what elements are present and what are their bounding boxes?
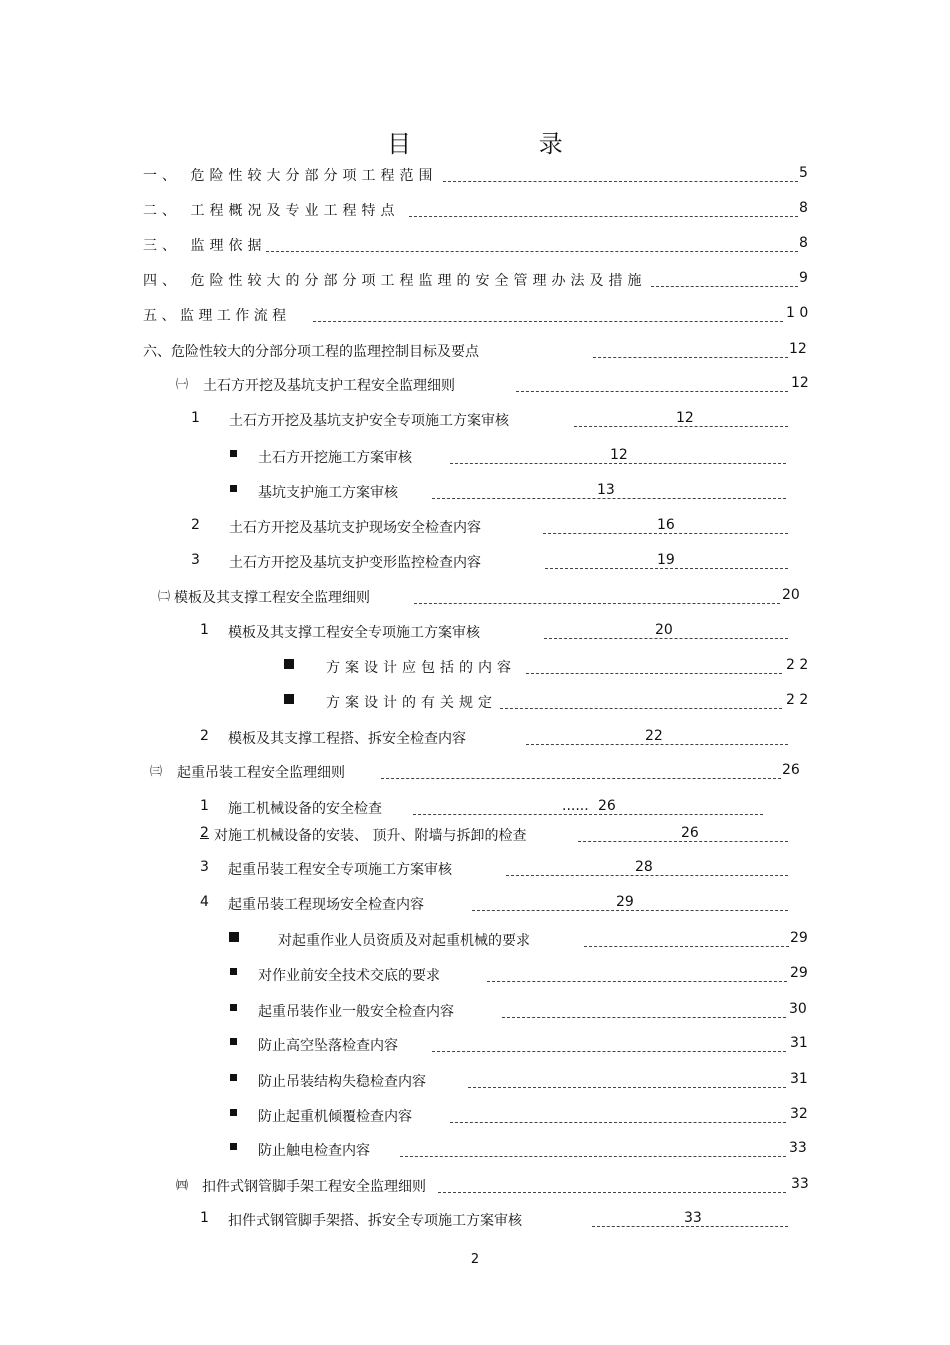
toc-entry[interactable] xyxy=(150,762,810,784)
toc-entry-page: 8 xyxy=(799,200,808,216)
toc-entry-page: 32 xyxy=(790,1106,808,1122)
leader-dots xyxy=(526,673,782,674)
toc-entry-page: 29 xyxy=(616,894,634,910)
leader-dots xyxy=(593,357,788,358)
toc-entry-text: 土石方开挖及基坑支护工程安全监理细则 xyxy=(203,378,455,394)
leader-dots xyxy=(487,981,787,982)
leader-dots xyxy=(545,568,788,569)
toc-entry-text: 防止高空坠落检查内容 xyxy=(258,1038,398,1054)
leader-dots xyxy=(592,1226,788,1227)
bullet-icon xyxy=(230,447,237,463)
toc-entry-text: 模板及其支撑工程安全专项施工方案审核 xyxy=(228,625,480,641)
toc-entry-text: 六、危险性较大的分部分项工程的监理控制目标及要点 xyxy=(143,344,479,360)
leader-dots xyxy=(506,875,788,876)
leader-dots xyxy=(400,1156,786,1157)
bullet-icon xyxy=(284,692,294,708)
toc-entry[interactable] xyxy=(229,930,814,952)
toc-entry-num: 1 xyxy=(200,1210,209,1226)
toc-entry-text: 对起重作业人员资质及对起重机械的要求 xyxy=(278,933,530,949)
toc-entry-text: 对作业前安全技术交底的要求 xyxy=(258,968,440,984)
toc-entry-page: 1 0 xyxy=(786,305,809,321)
toc-entry-page: 33 xyxy=(789,1140,807,1156)
toc-entry-page: 30 xyxy=(789,1001,807,1017)
toc-entry-page: 33 xyxy=(791,1176,809,1192)
toc-entry-page: 29 xyxy=(790,930,808,946)
leader-dots xyxy=(432,498,786,499)
toc-entry-page: 28 xyxy=(635,859,653,875)
page-number: 2 xyxy=(470,1252,480,1267)
toc-entry-text: 三、 监理依据 xyxy=(143,238,267,254)
toc-entry-page: 31 xyxy=(790,1035,808,1051)
toc-entry-page: 33 xyxy=(684,1210,702,1226)
bullet-icon xyxy=(230,1001,237,1017)
toc-entry-page: 8 xyxy=(799,235,808,251)
toc-entry-text: 基坑支护施工方案审核 xyxy=(258,485,398,501)
toc-entry[interactable] xyxy=(191,517,791,539)
toc-entry-text: 起重吊装工程现场安全检查内容 xyxy=(228,897,424,913)
toc-entry[interactable] xyxy=(200,622,790,644)
leader-dots xyxy=(381,778,781,779)
bullet-icon xyxy=(284,657,294,673)
toc-entry[interactable] xyxy=(200,894,790,916)
leader-dots xyxy=(313,321,783,322)
toc-entry[interactable] xyxy=(143,200,815,222)
toc-entry[interactable] xyxy=(143,165,815,187)
toc-entry-text: 土石方开挖及基坑支护安全专项施工方案审核 xyxy=(229,413,509,429)
toc-entry[interactable] xyxy=(143,235,815,257)
toc-entry-text: 防止吊装结构失稳检查内容 xyxy=(258,1074,426,1090)
toc-title: 目 录 xyxy=(387,130,623,158)
toc-entry-page: 19 xyxy=(657,552,675,568)
leader-dots xyxy=(266,251,798,252)
toc-entry-text: 扣件式钢管脚手架搭、拆安全专项施工方案审核 xyxy=(228,1213,522,1229)
toc-entry[interactable] xyxy=(200,728,790,750)
toc-entry[interactable] xyxy=(176,1176,816,1198)
leader-dots xyxy=(516,391,788,392)
toc-entry[interactable] xyxy=(230,1001,814,1023)
bullet-icon xyxy=(230,965,237,981)
toc-entry-page: 12 xyxy=(676,410,694,426)
toc-entry-text: 模板及其支撑工程安全监理细则 xyxy=(174,590,370,606)
bullet-icon xyxy=(230,482,237,498)
toc-entry-num: 2 xyxy=(200,728,209,744)
bullet-icon xyxy=(230,1035,237,1051)
leader-dots xyxy=(472,910,788,911)
toc-entry-text: 起重吊装工程安全监理细则 xyxy=(177,765,345,781)
toc-entry[interactable] xyxy=(158,587,808,609)
toc-entry-page: 29 xyxy=(790,965,808,981)
toc-entry-page: 26 xyxy=(782,762,800,778)
leader-dots xyxy=(578,841,788,842)
toc-entry-num: ㈠ xyxy=(176,377,189,391)
toc-entry[interactable] xyxy=(230,482,790,504)
leader-dots xyxy=(409,216,798,217)
toc-entry-page: 9 xyxy=(799,270,808,286)
leader-dots xyxy=(450,1122,786,1123)
toc-entry[interactable] xyxy=(200,1210,790,1232)
toc-entry[interactable] xyxy=(191,552,791,574)
bullet-icon xyxy=(230,1106,237,1122)
leader-dots xyxy=(502,1017,786,1018)
toc-entry-text: 方案设计的有关规定 xyxy=(326,695,497,711)
toc-entry-num: 2 xyxy=(200,825,209,841)
toc-entry-text: 起重吊装工程安全专项施工方案审核 xyxy=(228,862,452,878)
toc-entry-page: 12 xyxy=(791,375,809,391)
toc-entry-page: 22 xyxy=(645,728,663,744)
leader-dots xyxy=(651,286,798,287)
leader-dots xyxy=(544,638,788,639)
toc-entry-text: 一、 危险性较大分部分项工程范围 xyxy=(143,168,438,184)
toc-entry[interactable] xyxy=(176,375,815,397)
toc-entry-page: 2 2 xyxy=(786,657,809,673)
toc-entry-text: 对施工机械设备的安装、 顶升、附墙与拆卸的检查 xyxy=(214,828,527,844)
leader-dots xyxy=(414,603,780,604)
leader-dots xyxy=(543,533,788,534)
toc-entry-page: 2 2 xyxy=(786,692,809,708)
toc-entry-num: ㈢ xyxy=(150,764,163,778)
toc-entry[interactable] xyxy=(230,965,814,987)
leader-dots xyxy=(438,1192,786,1193)
toc-entry-num: 1 xyxy=(200,622,209,638)
toc-entry-num: 1 xyxy=(200,798,209,814)
toc-entry-page: 16 xyxy=(657,517,675,533)
toc-entry-text: 土石方开挖施工方案审核 xyxy=(258,450,412,466)
toc-entry-page: 5 xyxy=(799,165,808,181)
toc-entry[interactable] xyxy=(284,657,814,679)
toc-entry-page: 26 xyxy=(681,825,699,841)
toc-entry-text: 施工机械设备的安全检查 xyxy=(228,801,382,817)
toc-entry[interactable] xyxy=(200,798,790,820)
toc-entry-page: 12 xyxy=(610,447,628,463)
toc-entry[interactable] xyxy=(200,825,790,847)
leader-dots xyxy=(443,181,798,182)
toc-entry-lead: ...... xyxy=(562,798,589,814)
toc-entry[interactable] xyxy=(143,341,815,363)
toc-entry-page: 13 xyxy=(597,482,615,498)
toc-entry-num: 4 xyxy=(200,894,209,910)
leader-dots xyxy=(500,708,782,709)
toc-entry[interactable] xyxy=(143,305,815,327)
toc-entry-num: ㈡ xyxy=(158,589,171,603)
toc-entry[interactable] xyxy=(230,1140,814,1162)
toc-entry[interactable] xyxy=(191,410,791,432)
leader-dots xyxy=(413,814,763,815)
bullet-icon xyxy=(230,1071,237,1087)
toc-entry-text: 防止起重机倾覆检查内容 xyxy=(258,1109,412,1125)
toc-entry-page: 20 xyxy=(782,587,800,603)
toc-entry-num: 3 xyxy=(191,552,200,568)
toc-entry-num: ㈣ xyxy=(176,1178,189,1192)
leader-dots xyxy=(468,1087,786,1088)
toc-entry-page: 26 xyxy=(598,798,616,814)
leader-dots xyxy=(584,946,789,947)
toc-entry-text: 模板及其支撑工程搭、拆安全检查内容 xyxy=(228,731,466,747)
toc-entry-page: 20 xyxy=(655,622,673,638)
toc-entry-page: 31 xyxy=(790,1071,808,1087)
toc-entry-text: 二、 工程概况及专业工程特点 xyxy=(143,203,400,219)
toc-entry[interactable] xyxy=(143,270,815,292)
toc-entry[interactable] xyxy=(284,692,814,714)
toc-entry[interactable] xyxy=(200,859,790,881)
leader-dots xyxy=(432,1051,786,1052)
toc-entry-text: 起重吊装作业一般安全检查内容 xyxy=(258,1004,454,1020)
toc-entry-text: 土石方开挖及基坑支护现场安全检查内容 xyxy=(229,520,481,536)
toc-entry[interactable] xyxy=(230,1035,814,1057)
bullet-icon xyxy=(230,1140,237,1156)
toc-entry-text: 防止触电检查内容 xyxy=(258,1143,370,1159)
toc-entry-text: 扣件式钢管脚手架工程安全监理细则 xyxy=(202,1179,426,1195)
toc-entry-text: 五 、 监 理 工 作 流 程 xyxy=(143,308,287,324)
leader-dots xyxy=(450,463,786,464)
toc-entry[interactable] xyxy=(230,1106,814,1128)
bullet-icon xyxy=(229,930,239,946)
toc-entry-num: 1 xyxy=(191,410,200,426)
toc-entry[interactable] xyxy=(230,447,790,469)
toc-entry-page: 12 xyxy=(789,341,807,357)
toc-entry-text: 土石方开挖及基坑支护变形监控检查内容 xyxy=(229,555,481,571)
toc-entry-num: 2 xyxy=(191,517,200,533)
toc-entry-text: 方案设计应包括的内容 xyxy=(326,660,516,676)
toc-entry-num: 3 xyxy=(200,859,209,875)
leader-dots xyxy=(574,426,788,427)
toc-entry-text: 四、 危险性较大的分部分项工程监理的安全管理办法及措施 xyxy=(143,273,647,289)
toc-entry[interactable] xyxy=(230,1071,814,1093)
leader-dots xyxy=(526,744,788,745)
